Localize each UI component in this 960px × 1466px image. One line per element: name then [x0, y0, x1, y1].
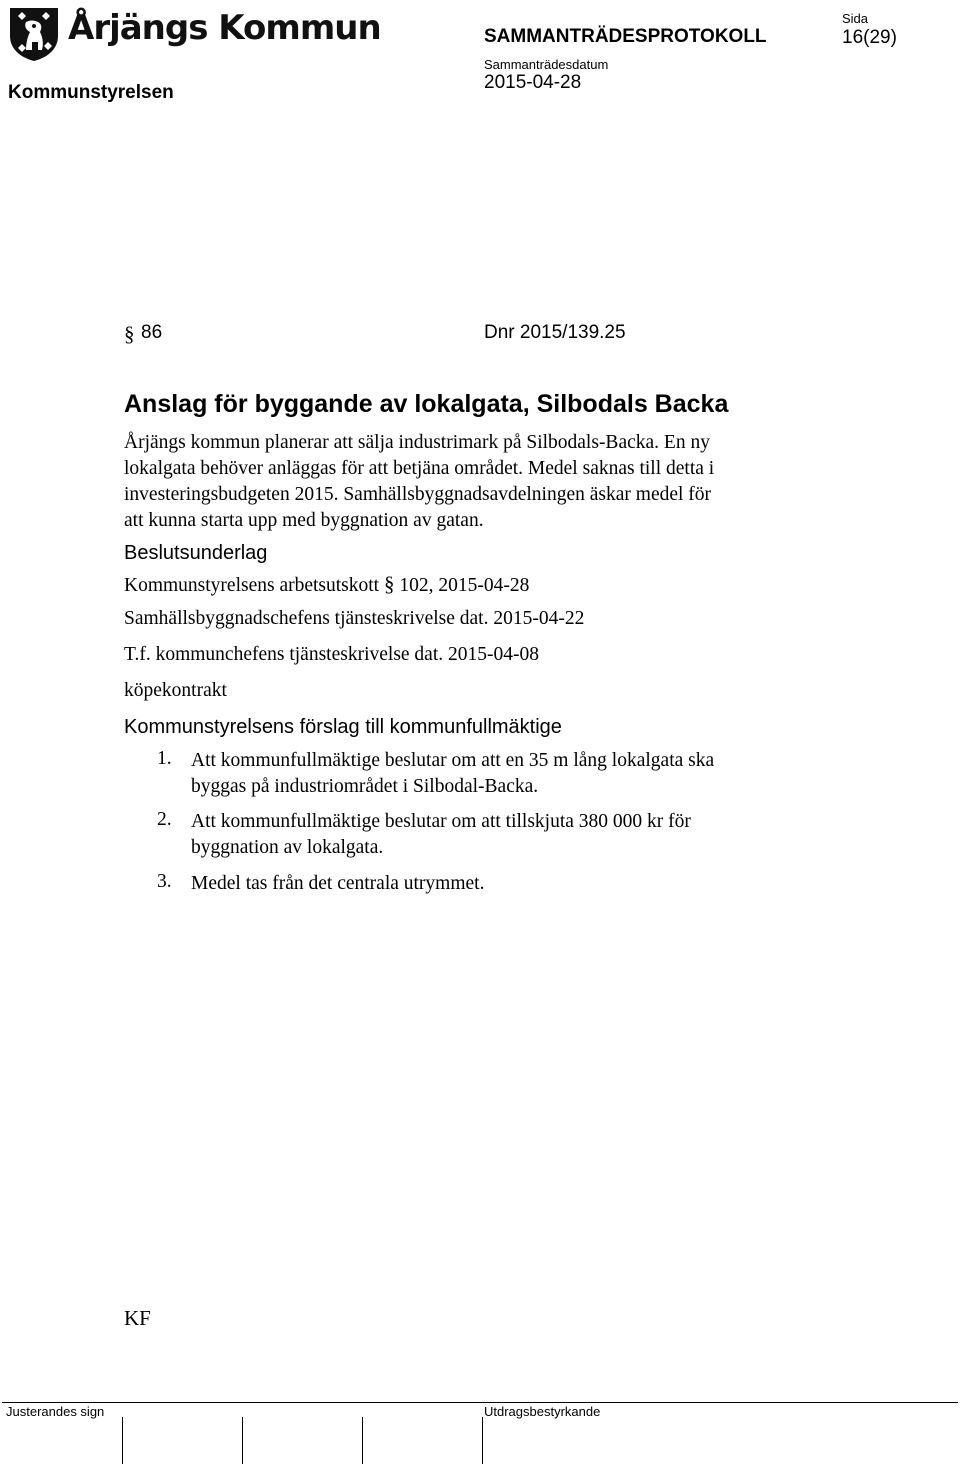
municipality-logo — [8, 6, 381, 62]
basis-item-text: Kommunstyrelsens arbetsutskott — [124, 575, 384, 596]
basis-heading: Beslutsunderlag — [124, 542, 268, 564]
description-line: lokalgata behöver anläggas för att betjäna området. Medel saknas till detta i — [124, 458, 715, 479]
case-number: Dnr 2015/139.25 — [484, 322, 626, 343]
meeting-date: 2015-04-28 — [484, 72, 582, 93]
basis-item — [124, 572, 529, 597]
description-line: att kunna starta upp med byggnation av gatan. — [124, 510, 484, 531]
proposal-item-line: Att kommunfullmäktige beslutar om att tillskjuta 380 000 kr för — [191, 811, 691, 832]
proposal-item-line: byggas på industriområdet i Silbodal-Backa. — [191, 776, 539, 797]
document-type: SAMMANTRÄDESPROTOKOLL — [484, 26, 767, 47]
page-number: 16(29) — [842, 27, 897, 48]
paragraph-number: 86 — [141, 322, 163, 343]
description-line: investeringsbudgeten 2015. Samhällsbyggnadsavdelningen äskar medel för — [124, 484, 712, 505]
paragraph-title: Anslag för byggande av lokalgata, Silbodals Backa — [124, 390, 729, 418]
proposal-item-line: Att kommunfullmäktige beslutar om att en 35 m lång lokalgata ska — [191, 750, 715, 771]
proposal-item-number: 2. — [157, 809, 172, 830]
organization-name: Kommunstyrelsen — [8, 82, 174, 103]
recipient: KF — [124, 1306, 151, 1330]
basis-item: Samhällsbyggnadschefens tjänsteskrivelse dat. 2015-04-22 — [124, 608, 585, 629]
signature-box-divider — [242, 1417, 243, 1464]
meeting-date-label: Sammanträdesdatum — [484, 57, 609, 72]
basis-item: köpekontrakt — [124, 680, 227, 701]
logo-text: Årjängs Kommun — [68, 8, 381, 48]
proposal-item-line: byggnation av lokalgata. — [191, 837, 384, 858]
basis-item: T.f. kommunchefens tjänsteskrivelse dat. 2015-04-08 — [124, 644, 539, 665]
description-line: Årjängs kommun planerar att sälja industrimark på Silbodals-Backa. En ny — [124, 432, 710, 453]
paragraph-sign: § — [124, 322, 135, 346]
certification-label: Utdragsbestyrkande — [484, 1404, 601, 1419]
signature-box-divider — [122, 1417, 123, 1464]
signature-box-divider — [482, 1417, 483, 1464]
basis-item-text: 102, 2015-04-28 — [394, 575, 530, 596]
signature-box-divider — [362, 1417, 363, 1464]
proposal-item-number: 1. — [157, 748, 172, 769]
coat-of-arms-icon — [8, 6, 60, 62]
proposal-heading: Kommunstyrelsens förslag till kommunfullmäktige — [124, 716, 562, 738]
signature-label: Justerandes sign — [6, 1404, 105, 1419]
footer-divider — [2, 1402, 958, 1403]
page-label: Sida — [842, 11, 869, 26]
paragraph-sign: § — [383, 572, 395, 596]
description — [124, 430, 804, 534]
proposal-item-line: Medel tas från det centrala utrymmet. — [191, 873, 485, 894]
proposal-item-number: 3. — [157, 871, 172, 892]
